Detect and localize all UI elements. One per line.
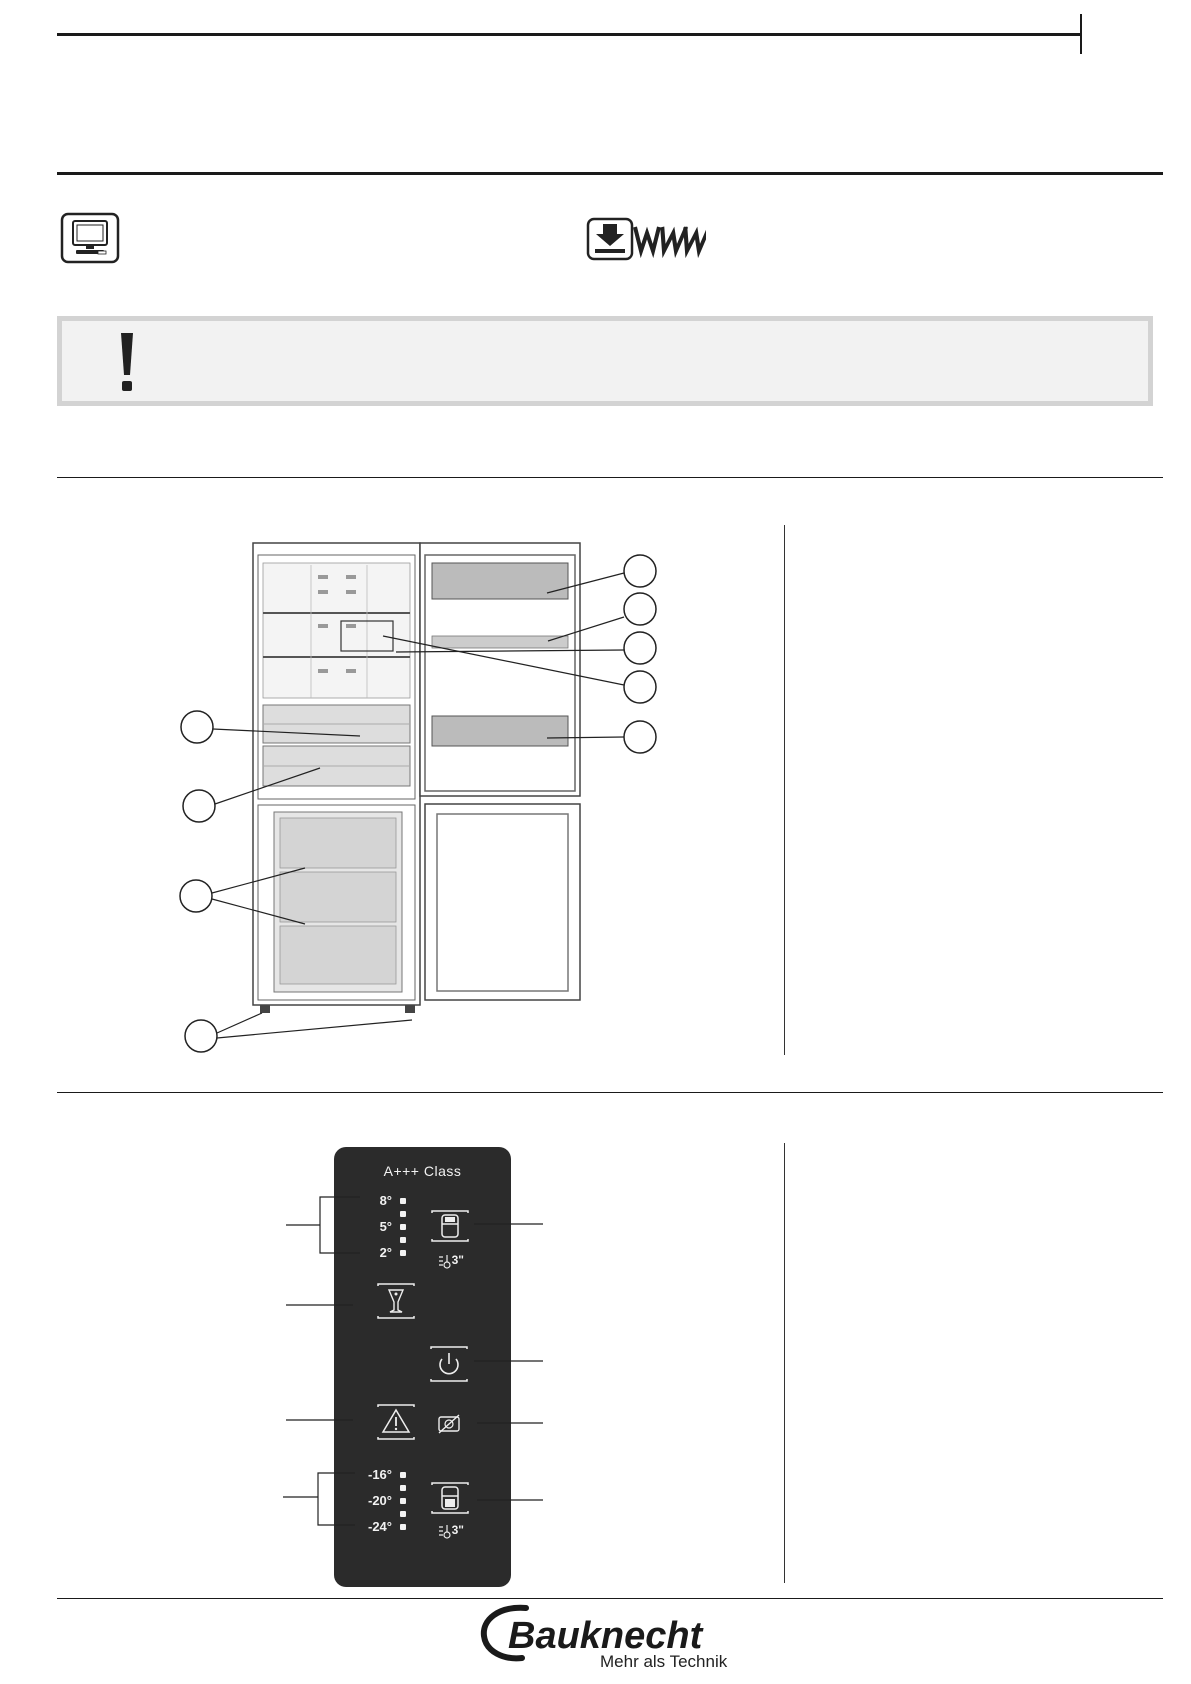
exclamation-icon (120, 331, 134, 393)
header-rule (57, 172, 1163, 175)
energy-class-label: A+++ Class (383, 1163, 462, 1179)
fridge-temp-5: 5° (379, 1219, 392, 1234)
fridge-temp-2: 2° (379, 1245, 392, 1260)
download-www-icon (586, 217, 706, 263)
control-divider (784, 1143, 785, 1583)
diagram-divider (784, 525, 785, 1055)
freezer-temp-20: -20° (368, 1493, 392, 1508)
fast-freeze-duration: 3" (451, 1523, 464, 1537)
top-rule-tick (1080, 14, 1082, 54)
fridge-diagram (170, 535, 700, 1060)
warning-notice-box (57, 316, 1153, 406)
top-rule (57, 33, 1082, 36)
svg-text:Bauknecht: Bauknecht (508, 1615, 703, 1657)
freezer-temp-16: -16° (368, 1467, 392, 1482)
footer-rule (57, 1598, 1163, 1599)
section-rule-1 (57, 477, 1163, 478)
fast-cool-duration: 3" (451, 1253, 464, 1267)
control-panel-callouts (280, 1180, 550, 1540)
freezer-temp-24: -24° (368, 1519, 392, 1534)
section-rule-2 (57, 1092, 1163, 1093)
computer-monitor-icon (60, 212, 120, 264)
brand-slogan: Mehr als Technik (600, 1652, 728, 1671)
fridge-temp-8: 8° (379, 1193, 392, 1208)
